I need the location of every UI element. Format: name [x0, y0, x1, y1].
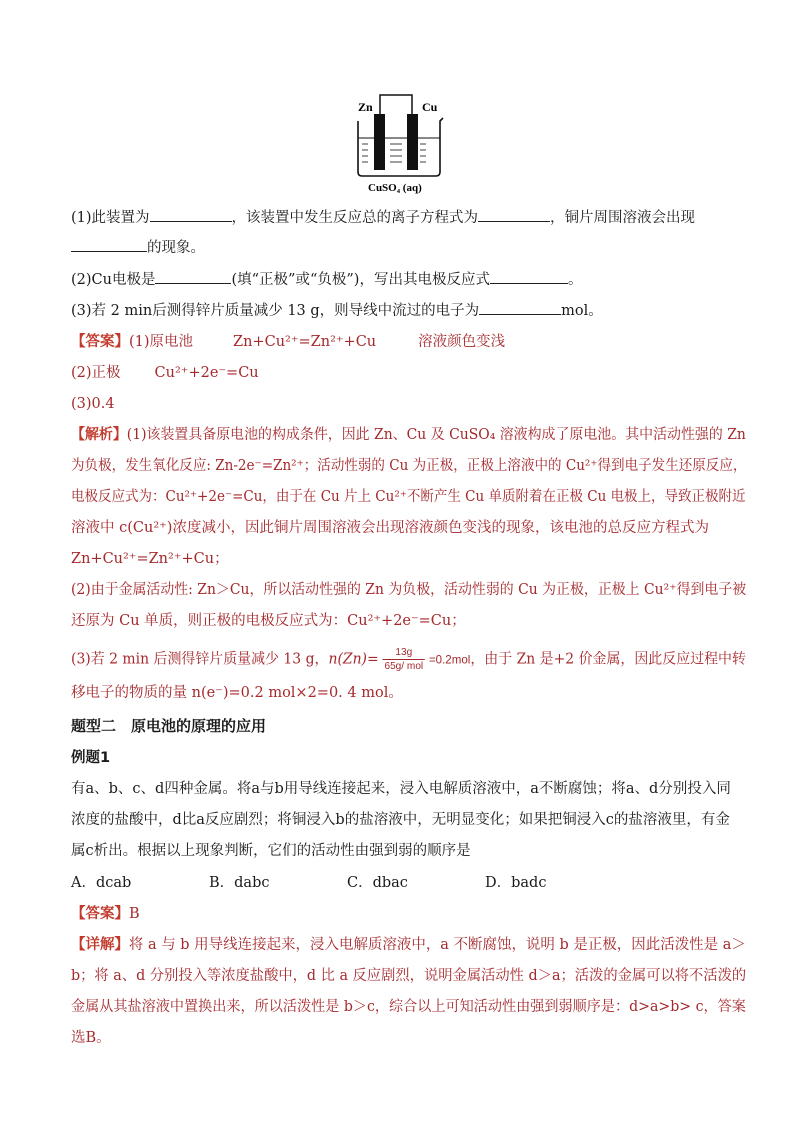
answer-blank[interactable] — [479, 300, 561, 315]
analysis-line-6: (2)由于金属活动性: Zn＞Cu，所以活动性强的 Zn 为负极，活动性弱的 Cu 为正极，正极上 Cu²⁺得到电子被 — [71, 582, 747, 598]
connecting-wire — [380, 95, 412, 116]
detail-line-4: 选B。 — [71, 1030, 111, 1046]
mass-over-molar-mass-fraction: $\frac{13g}{\text{65g/ mol}}$ — [384, 646, 424, 672]
question-1-line-1: (1)此装置为 ，该装置中发生反应总的离子方程式为 ，铜片周围溶液会出现 — [71, 207, 695, 228]
option-a[interactable]: A．dcab — [71, 875, 132, 891]
analysis-line-4: 溶液中 c(Cu²⁺)浓度减小，因此铜片周围溶液会出现溶液颜色变浅的现象，该电池的总反应方程式为 — [71, 520, 709, 536]
answer-2: 【答案】B — [71, 905, 140, 922]
example-options — [71, 873, 546, 893]
example-question-line-3: 属c析出。根据以上现象判断，它们的活动性由强到弱的顺序是 — [71, 843, 471, 859]
analysis-line-8: (3)若 2 min 后测得锌片质量减少 13 g，n(Zn)= $\frac{13g}{\text{65g/ mol}}$ =0.2mol，由于 Zn 是+2 价金属，因此反应过程中转 — [71, 646, 746, 672]
analysis-line-5: Zn+Cu²⁺=Zn²⁺+Cu； — [71, 551, 229, 567]
answer-blank[interactable] — [490, 269, 568, 284]
analysis-line-7: 还原为 Cu 单质，则正极的电极反应式为：Cu²⁺+2e⁻=Cu； — [71, 613, 466, 629]
section-title: 题型二 原电池的原理的应用 — [71, 717, 267, 735]
zn-label: Zn — [358, 100, 373, 114]
analysis-line-1: 【解析】(1)该装置具备原电池的构成条件，因此 Zn、Cu 及 CuSO₄ 溶液构成了原电池。其中活动性强的 Zn — [71, 426, 746, 443]
option-b[interactable]: B．dabc — [209, 875, 270, 891]
option-d[interactable]: D．badc — [485, 875, 547, 891]
answer-blank[interactable] — [71, 237, 147, 252]
detail-line-2: b；将 a、d 分别投入等浓度盐酸中，d 比 a 反应剧烈，说明金属活动性 d＞a；活泼的金属可以将不活泼的 — [71, 968, 747, 984]
answer-1-line-2: (2)正极 Cu²⁺+2e⁻=Cu — [71, 365, 259, 381]
answer-blank[interactable] — [155, 269, 231, 284]
detail-line-3: 金属从其盐溶液中置换出来，所以活泼性是 b＞c，综合以上可知活动性由强到弱顺序是：d>a>b> c，答案 — [71, 999, 746, 1015]
question-1-line-2: 的现象。 — [71, 237, 205, 258]
cu-label: Cu — [422, 100, 438, 114]
beaker — [358, 118, 443, 176]
question-3: (3)若 2 min后测得锌片质量减少 13 g，则导线中流过的电子为 mol。 — [71, 300, 603, 321]
analysis-line-2: 为负极，发生氧化反应: Zn-2e⁻=Zn²⁺；活动性弱的 Cu 为正极，正极上溶液中的 Cu²⁺得到电子发生还原反应， — [71, 458, 747, 474]
cu-electrode — [407, 114, 418, 170]
answer-1-line-1: 【答案】(1)原电池 Zn+Cu²⁺=Zn²⁺+Cu 溶液颜色变浅 — [71, 333, 506, 350]
analysis-line-3: 电极反应式为：Cu²⁺+2e⁻=Cu，由于在 Cu 片上 Cu²⁺不断产生 Cu 单质附着在正极 Cu 电极上，导致正极附近 — [71, 489, 746, 505]
example-title: 例题1 — [71, 750, 111, 766]
detail-line-1: 【详解】将 a 与 b 用导线连接起来，浸入电解质溶液中，a 不断腐蚀，说明 b 是正极，因此活泼性是 a＞ — [71, 936, 746, 953]
analysis-line-9: 移电子的物质的量 n(e⁻)=0.2 mol×2=0. 4 mol。 — [71, 685, 403, 701]
option-c[interactable]: C．dbac — [347, 875, 408, 891]
solution-label: CuSO₄ (aq) — [368, 182, 422, 194]
galvanic-cell-figure — [350, 88, 450, 196]
zn-electrode — [374, 114, 385, 170]
answer-blank[interactable] — [478, 207, 550, 222]
question-2: (2)Cu电极是 (填“正极”或“负极”)，写出其电极反应式 。 — [71, 269, 582, 290]
example-question-line-1: 有a、b、c、d四种金属。将a与b用导线连接起来，浸入电解质溶液中，a不断腐蚀；将a、d分别投入同 — [71, 781, 731, 797]
answer-1-line-3: (3)0.4 — [71, 396, 115, 412]
answer-blank[interactable] — [150, 207, 232, 222]
example-question-line-2: 浓度的盐酸中，d比a反应剧烈；将铜浸入b的盐溶液中，无明显变化；如果把铜浸入c的盐溶液里，有金 — [71, 812, 730, 828]
